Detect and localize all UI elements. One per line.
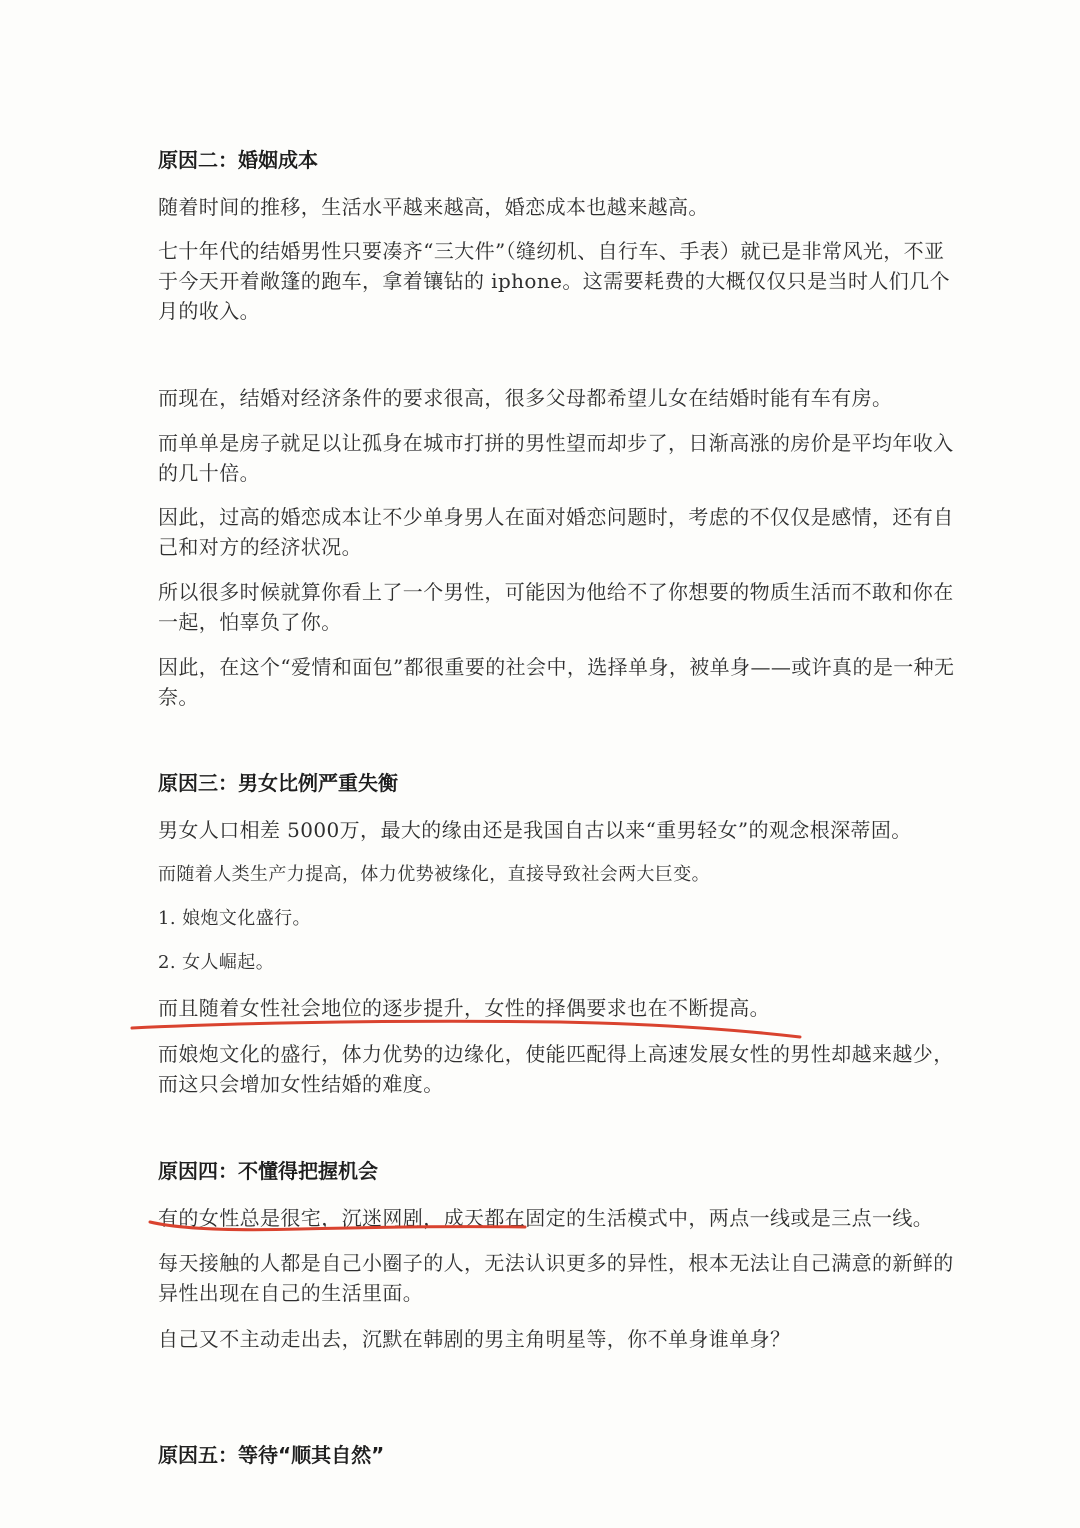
paragraph: 而现在，结婚对经济条件的要求很高，很多父母都希望儿女在结婚时能有车有房。 bbox=[158, 386, 893, 410]
paragraph: 而娘炮文化的盛行，体力优势的边缘化，使能匹配得上高速发展女性的男性却越来越少，而这只会增加女性结婚的难度。 bbox=[158, 1042, 954, 1096]
section-heading-reason-2: 原因二：婚姻成本 bbox=[158, 148, 318, 172]
paragraph: 因此，过高的婚恋成本让不少单身男人在面对婚恋问题时，考虑的不仅仅是感情，还有自己和对方的经济状况。 bbox=[158, 505, 954, 559]
paragraph-underlined: 有的女性总是很宅，沉迷网剧，成天都在固定的生活模式中，两点一线或是三点一线。 bbox=[158, 1206, 934, 1230]
list-item: 1. 娘炮文化盛行。 bbox=[158, 908, 311, 929]
section-heading-reason-5: 原因五：等待“顺其自然” bbox=[158, 1443, 385, 1467]
section-heading-reason-4: 原因四：不懂得把握机会 bbox=[158, 1159, 378, 1183]
paragraph: 每天接触的人都是自己小圈子的人，无法认识更多的异性，根本无法让自己满意的新鲜的异性出现在自己的生活里面。 bbox=[158, 1251, 954, 1305]
paragraph: 男女人口相差 5000万，最大的缘由还是我国自古以来“重男轻女”的观念根深蒂固。 bbox=[158, 818, 912, 842]
paragraph: 七十年代的结婚男性只要凑齐“三大件”（缝纫机、自行车、手表）就已是非常风光，不亚于今天开着敞篷的跑车，拿着镶钻的 iphone。这需要耗费的大概仅仅只是当时人们几个月的收入。 bbox=[158, 239, 950, 323]
paragraph: 所以很多时候就算你看上了一个男性，可能因为他给不了你想要的物质生活而不敢和你在一起，怕辜负了你。 bbox=[158, 580, 954, 634]
red-underline-mark bbox=[132, 1021, 800, 1037]
paragraph: 而随着人类生产力提高，体力优势被缘化，直接导致社会两大巨变。 bbox=[158, 864, 710, 885]
paragraph: 因此，在这个“爱情和面包”都很重要的社会中，选择单身，被单身——或许真的是一种无奈。 bbox=[158, 655, 955, 709]
list-item: 2. 女人崛起。 bbox=[158, 952, 275, 973]
section-heading-reason-3: 原因三：男女比例严重失衡 bbox=[158, 771, 398, 795]
paragraph-underlined: 而且随着女性社会地位的逐步提升，女性的择偶要求也在不断提高。 bbox=[158, 996, 770, 1020]
paragraph: 而单单是房子就足以让孤身在城市打拼的男性望而却步了，日渐高涨的房价是平均年收入的几十倍。 bbox=[158, 431, 954, 485]
paragraph: 自己又不主动走出去，沉默在韩剧的男主角明星等，你不单身谁单身？ bbox=[158, 1327, 791, 1351]
paragraph: 随着时间的推移，生活水平越来越高，婚恋成本也越来越高。 bbox=[158, 195, 709, 219]
